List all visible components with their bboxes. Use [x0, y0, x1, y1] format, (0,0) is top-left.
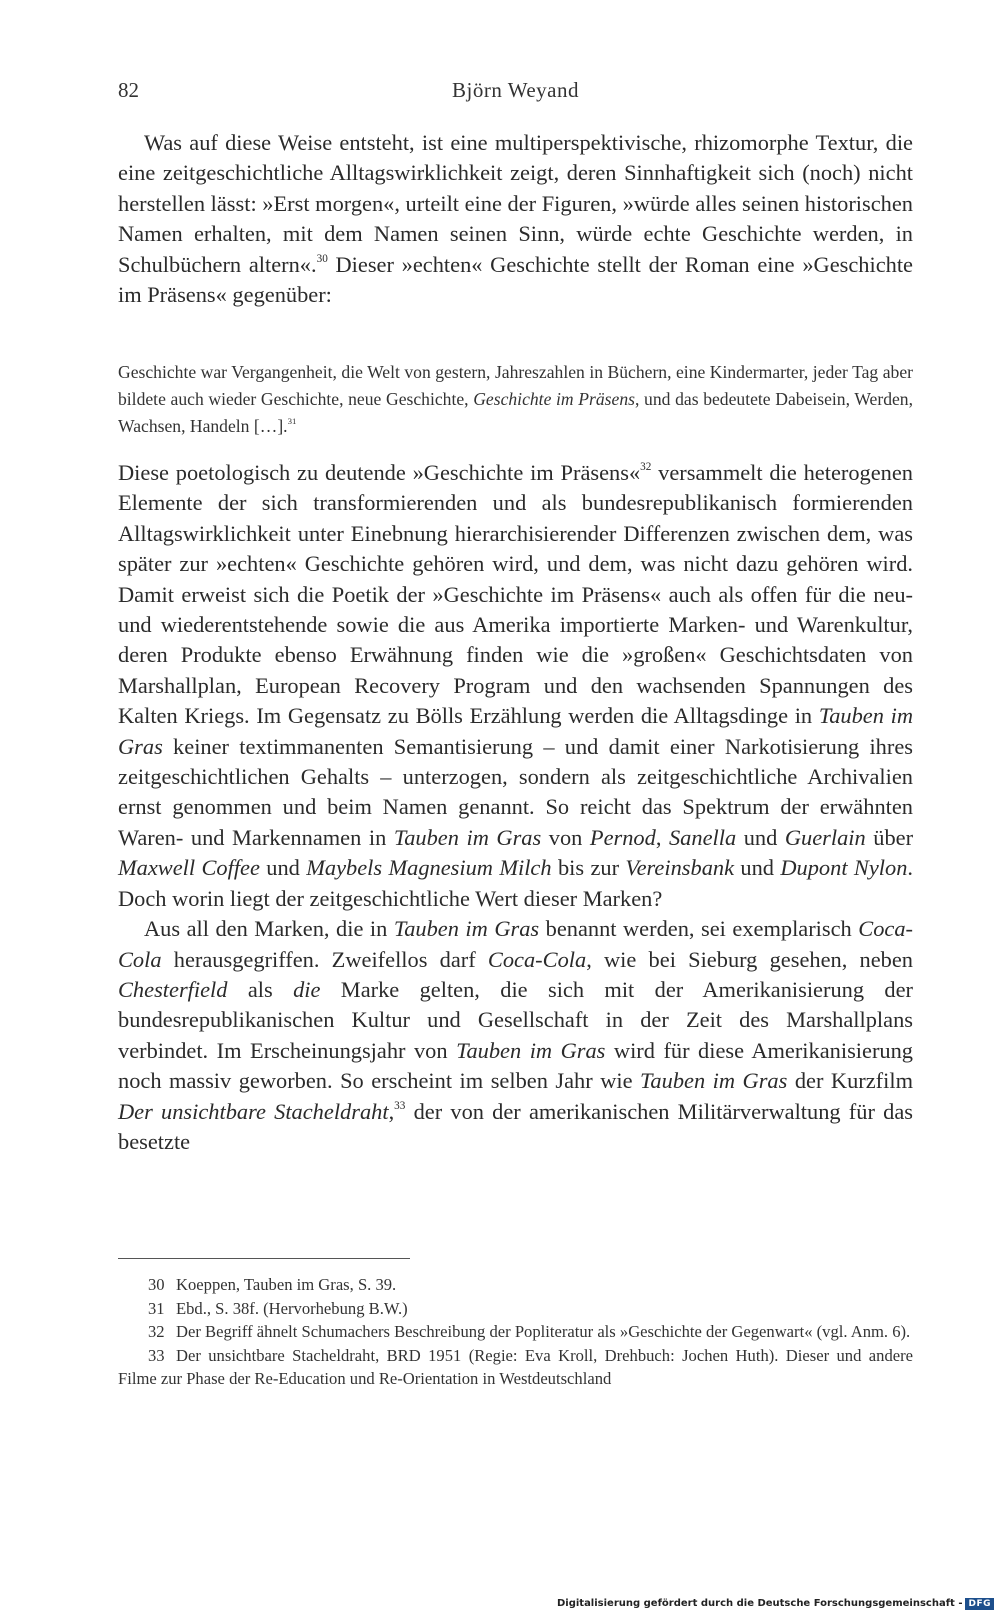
brand-italic: Chesterfield: [118, 976, 228, 1002]
text-span: versammelt die heterogenen Elemente der sich transformierenden und als bundesrepublikanisch formierenden Alltagswirklichkeit unter Einebnung hierarchisierender Differenzen zwischen dem, was später zur »echten« Geschichte gehören wird, und dem, was nicht dazu gehören wird. Damit erweist sich die Poetik der »Geschichte im Präsens« auch als offen für die neu- und wiederentstehende sowie die aus Amerika importierte Marken- und Warenkultur, deren Produkte ebenso Erwähnung finden wie die »großen« Geschichtsdaten von Marshallplan, European Recovery Program und den wachsenden Spannungen des Kalten Kriegs. Im Gegensatz zu Bölls Erzählung werden die Alltagsdinge in: [118, 460, 914, 729]
text-span: von: [541, 824, 590, 850]
brand-italic: Maybels Magnesium Milch: [306, 855, 552, 881]
brand-italic: Maxwell Coffee: [118, 855, 260, 881]
title-italic: Tauben im Gras: [118, 703, 913, 759]
text-span: bis zur: [551, 855, 626, 881]
footnote-text: Koeppen, Tauben im Gras, S. 39.: [176, 1275, 397, 1294]
text-span: ,: [655, 824, 669, 850]
text-span: , und das bedeutete Dabeisein, Werden, Wachsen, Handeln […].: [118, 389, 914, 436]
brand-italic: Guerlain: [784, 824, 866, 850]
brand-italic: Dupont Nylon: [780, 855, 908, 881]
title-italic: Tauben im Gras: [640, 1068, 788, 1094]
paragraph-2: [118, 458, 913, 914]
page-number: 82: [118, 78, 139, 102]
footnote-ref-32[interactable]: 32: [640, 460, 652, 473]
text-span: benannt werden, sei exemplarisch: [539, 916, 859, 942]
paragraph-1: [118, 128, 913, 310]
footnote-31: [118, 1297, 913, 1321]
text-span: Marke gelten, die sich mit der Amerikanisierung der bundesrepublikanischen Kultur und Gesellschaft in der Zeit des Marshallplans verbindet. Im Erscheinungsjahr von: [118, 976, 913, 1063]
footnote-text: Der unsichtbare Stacheldraht, BRD 1951 (Regie: Eva Kroll, Drehbuch: Jochen Huth). Dieser und andere Filme zur Phase der Re-Education und Re-Orientation in Westdeutschland: [118, 1345, 913, 1388]
brand-italic: Coca-Cola: [487, 946, 587, 972]
footnote-ref-33[interactable]: 33: [394, 1099, 406, 1112]
footnote-number: 31: [148, 1298, 165, 1318]
paragraph-3: [118, 914, 913, 1157]
running-header: [118, 78, 913, 108]
footnote-33: [118, 1344, 913, 1391]
footnote-text: Ebd., S. 38f. (Hervorhebung B.W.): [176, 1298, 408, 1318]
footnote-text: Der Begriff ähnelt Schumachers Beschreibung der Popliteratur als »Geschichte der Gegenwart« (vgl. Anm. 6).: [176, 1322, 911, 1341]
text-span: Aus all den Marken, die in: [144, 916, 394, 942]
brand-italic: Vereinsbank: [625, 855, 735, 881]
text-span: , wie bei Sieburg gesehen, neben: [586, 946, 913, 972]
text-span: Dieser »echten« Geschichte stellt der Roman eine »Geschichte im Präsens« gegenüber:: [118, 251, 913, 308]
footnote-number: 30: [148, 1275, 165, 1294]
brand-italic: Pernod: [589, 824, 656, 850]
footnotes: [118, 1273, 913, 1391]
footnote-divider: [118, 1258, 410, 1259]
text-span: herausgegriffen. Zweifellos darf: [161, 946, 488, 972]
footnote-number: 33: [148, 1345, 165, 1365]
text-span: und: [259, 855, 307, 881]
title-italic: Tauben im Gras: [456, 1037, 606, 1063]
footnote-30: [118, 1273, 913, 1297]
emphasis: Geschichte im Präsens: [473, 389, 635, 409]
text-span: Diese poetologisch zu deutende »Geschichte im Präsens«: [118, 460, 641, 485]
brand-italic: Sanella: [668, 824, 737, 850]
text-span: und: [736, 824, 785, 850]
footnote-ref-31[interactable]: 31: [287, 416, 297, 427]
running-head-author: Björn Weyand: [452, 78, 579, 102]
title-italic: Tauben im Gras: [393, 824, 542, 850]
digitization-credit: [557, 1598, 994, 1610]
text-span: Was auf diese Weise entsteht, ist eine multiperspektivische, rhizomorphe Textur, die eine zeitgeschichtliche Alltagswirklichkeit zeigt, deren Sinnhaftigkeit sich (noch) nicht herstellen lässt: »Erst morgen«, urteilt eine der Figuren, »würde alles seinen historischen Namen erhalten, mit dem Namen seinen Sinn, würde echte Geschichte werden, in Schulbüchern altern«.: [118, 130, 913, 277]
text-span: wird für diese Amerikanisierung noch massiv geworben. So erscheint im selben Jahr wie: [118, 1037, 913, 1094]
text-span: ,: [388, 1098, 395, 1124]
emphasis: die: [293, 976, 321, 1002]
footnote-number: 32: [148, 1322, 165, 1341]
footnote-32: [118, 1320, 913, 1344]
brand-italic: Coca-Cola: [118, 916, 913, 972]
title-italic: Tauben im Gras: [393, 916, 540, 942]
text-span: . Doch worin liegt der zeitgeschichtliche Wert dieser Marken?: [118, 855, 914, 911]
text-span: Geschichte war Vergangenheit, die Welt von gestern, Jahreszahlen in Büchern, eine Kindermarter, jeder Tag aber bildete auch wieder Geschichte, neue Geschichte,: [118, 362, 913, 409]
text-span: der Kurzfilm: [787, 1068, 913, 1094]
text-span: über: [865, 824, 914, 850]
text-span: keiner textimmanenten Semantisierung – und damit einer Narkotisierung ihres zeitgeschichtlichen Gehalts – unterzogen, sondern als zeitgeschichtliche Archivalien ernst genommen und beim Namen genannt. So reicht das Spektrum der erwähnten Waren- und Markennamen in: [118, 733, 913, 850]
main-body: [118, 458, 913, 1157]
title-italic: Der unsichtbare Stacheldraht: [118, 1098, 389, 1124]
footnote-ref-30[interactable]: 30: [316, 252, 328, 265]
text-span: als: [227, 976, 294, 1002]
block-quote: [118, 359, 913, 440]
dfg-logo-icon: DFG: [965, 1598, 994, 1610]
text-span: und: [734, 855, 781, 881]
text-span: der von der amerikanischen Militärverwaltung für das besetzte: [118, 1098, 913, 1154]
credit-text: Digitalisierung gefördert durch die Deutsche Forschungsgemeinschaft -: [556, 1598, 963, 1609]
